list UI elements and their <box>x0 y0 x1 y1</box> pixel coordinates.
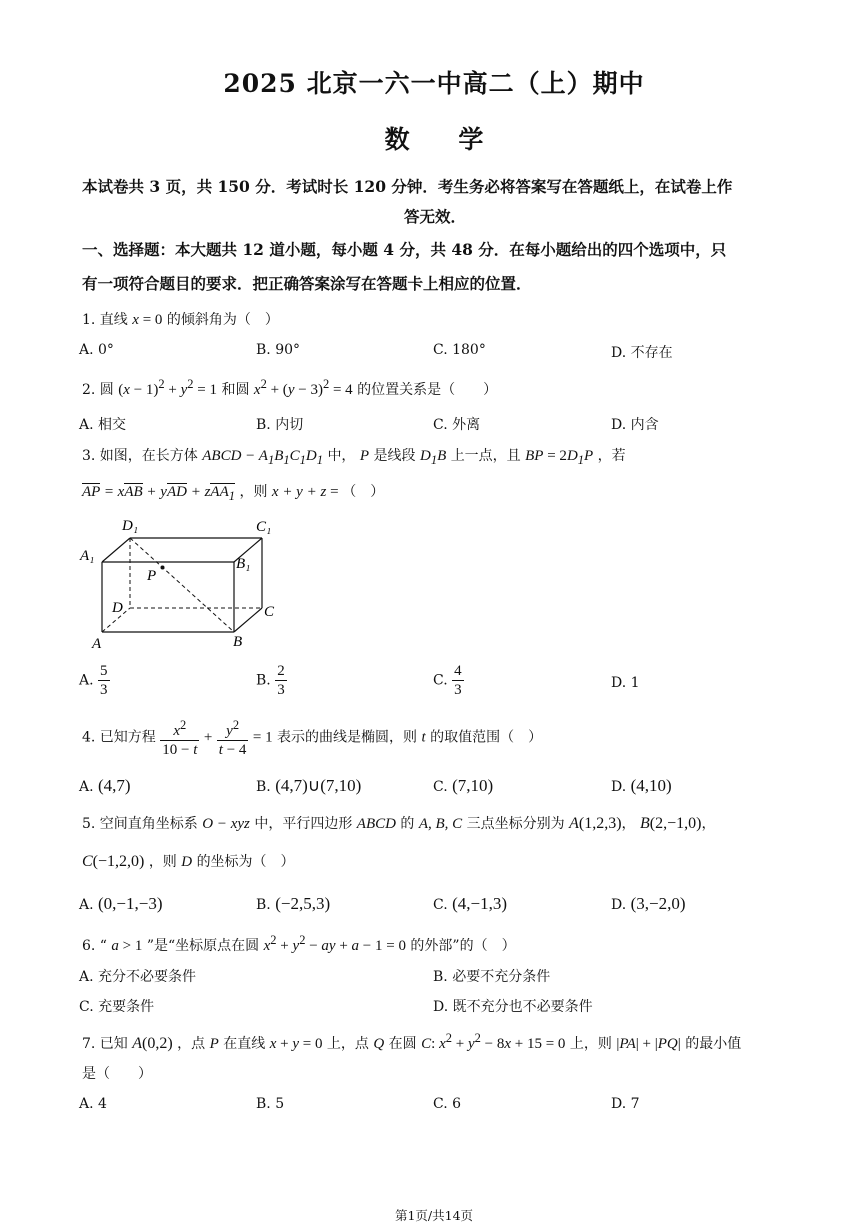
q3-a-frac: $\frac{5}{3}$ <box>100 663 108 698</box>
q2-option-a[interactable]: A. 相交 <box>79 417 127 433</box>
q4-frac2: $\frac{y^2}{t - 4}$ <box>218 718 247 758</box>
q1-option-c[interactable]: C. 180° <box>433 342 486 358</box>
edge-bc <box>234 608 262 632</box>
q2-circle1: $(x - 1)^2 + y^2 = 1$ <box>118 377 218 398</box>
section-heading-line2: 有一项符合题目的要求．把正确答案涂写在答题卡上相应的位置． <box>82 274 532 293</box>
q3-point-p: P <box>359 448 370 464</box>
q3-a-label: A. <box>79 672 94 689</box>
q1-expr: x <box>132 312 139 328</box>
q1-suffix: 的倾斜角为（ ） <box>166 312 279 328</box>
exam-notice-line1: 本试卷共 3 页，共 150 分．考试时长 120 分钟．考生务必将答案写在答题纸上，在试卷上作 <box>82 177 733 196</box>
q5-mid1: 中，平行四边形 <box>254 816 353 832</box>
question-3-line1: 3. 如图，在长方体 ABCD − $A_1B_1C_1D_1$ 中， P 是线段 $D_1B$ 上一点，且 BP = $2D_1P$ ，若 <box>82 448 626 467</box>
q7-var-q: Q <box>373 1036 385 1052</box>
q4-b-label: B. <box>256 779 271 795</box>
q5-option-a[interactable]: A. (0,−1,−3) <box>79 894 163 913</box>
question-7-line1 <box>82 1028 741 1054</box>
q6-suffix: 的外部”的（ ） <box>410 938 516 954</box>
q7-mid2: 在直线 <box>223 1036 266 1052</box>
q7-line: x + y = 0 <box>269 1036 323 1052</box>
q5-d-label: D. <box>611 897 627 913</box>
q5-option-b[interactable]: B. (−2,5,3) <box>256 894 331 913</box>
q3-option-c[interactable] <box>433 662 464 699</box>
q4-c-label: C. <box>433 779 448 795</box>
q5-end: 的坐标为（ ） <box>196 854 295 870</box>
exam-notice-line2: 答无效． <box>403 207 466 226</box>
q5-mid3: 三点坐标分别为 <box>466 816 565 832</box>
q1-option-b[interactable]: B. 90° <box>256 342 301 358</box>
label-p: P <box>147 568 157 584</box>
q5-point-c: C(−1,2,0) <box>82 853 145 870</box>
label-d1: D₁ <box>122 518 139 534</box>
q3-suffix: ，则 <box>239 484 268 500</box>
q5-c-label: C. <box>433 897 448 913</box>
q6-option-b[interactable]: B. 必要不充分条件 <box>433 969 551 985</box>
q4-option-d[interactable]: D. (4,10) <box>611 776 672 795</box>
question-5-line2 <box>82 852 295 872</box>
q4-option-c[interactable]: C. (7,10) <box>433 776 494 795</box>
q3-option-a[interactable] <box>79 662 110 699</box>
q5-points: A, B, C <box>418 816 463 832</box>
q2-suffix: 的位置关系是（ ） <box>357 382 498 398</box>
q5-b-label: B. <box>256 897 271 913</box>
q5-option-c[interactable]: C. (4,−1,3) <box>433 894 508 913</box>
label-a1: A₁ <box>80 548 95 564</box>
q2-option-d[interactable]: D. 内含 <box>611 417 659 433</box>
q2-option-b[interactable]: B. 内切 <box>256 417 304 433</box>
question-2 <box>82 374 497 400</box>
q7-mid4: 在圆 <box>388 1036 417 1052</box>
q7-suffix: 的最小值 <box>685 1036 742 1052</box>
q7-circle: C: $x^2 + y^2 - 8x + 15 = 0$ <box>421 1031 566 1052</box>
page-title: 2025 北京一六一中高二（上）期中 <box>223 69 645 98</box>
q3-c-label: C. <box>433 672 448 689</box>
edge-a1d1 <box>102 538 130 562</box>
question-5-line1: 5. 空间直角坐标系 O − xyz 中，平行四边形 ABCD 的 A, B, C 三点坐标分别为 A(1,2,3)， B(2,−1,0)， <box>82 815 716 832</box>
q5-mid2: 的 <box>400 816 415 832</box>
q6-option-d[interactable]: D. 既不充分也不必要条件 <box>433 999 593 1015</box>
q3-option-d[interactable]: D. 1 <box>611 675 640 691</box>
q5-line2-suffix: ，则 <box>148 854 177 870</box>
q7-prefix: 7. 已知 <box>82 1036 128 1052</box>
q6-condition: a <box>111 938 119 954</box>
q6-option-a[interactable]: A. 充分不必要条件 <box>79 969 197 985</box>
q4-prefix: 4. 已知方程 <box>82 729 156 746</box>
q3-c-frac: $\frac{4}{3}$ <box>454 663 462 698</box>
q3-box: ABCD − $A_1B_1C_1D_1$ <box>202 448 323 467</box>
q5-parallelogram: ABCD <box>356 816 396 832</box>
q1-option-a[interactable]: A. 0° <box>79 342 114 358</box>
question-1: 1. 直线 x = 0 的倾斜角为（ ） <box>82 312 279 328</box>
q4-option-a[interactable]: A. (4,7) <box>79 776 131 795</box>
q3-b-frac: $\frac{2}{3}$ <box>277 663 285 698</box>
q5-point-a: A(1,2,3) <box>569 815 622 832</box>
q4-d-label: D. <box>611 779 627 795</box>
q2-prefix: 2. 圆 <box>82 382 114 398</box>
q4-frac1: $\frac{x^2}{10 - t}$ <box>162 718 198 758</box>
subject-title: 数 学 <box>384 125 484 154</box>
point-p <box>161 566 165 570</box>
q3-end: （ ） <box>342 484 385 500</box>
q3-prefix: 3. 如图，在长方体 <box>82 448 198 464</box>
q6-option-c[interactable]: C. 充要条件 <box>79 999 155 1015</box>
q4-a-label: A. <box>79 779 94 795</box>
q4-suffix: 的取值范围（ ） <box>430 729 543 746</box>
q1-prefix: 1. 直线 <box>82 312 128 328</box>
q2-circle2: $x^2 + (y - 3)^2 = 4$ <box>253 377 353 398</box>
q3-mid4: ，若 <box>597 448 626 464</box>
q3-ratio: BP <box>525 448 544 464</box>
q7-mid3: 上，点 <box>326 1036 369 1052</box>
q4-mid: 表示的曲线是椭圆，则 <box>277 729 418 746</box>
q7-option-b[interactable]: B. 5 <box>256 1096 285 1112</box>
q6-prefix: 6. “ <box>82 938 107 954</box>
q3-vector-eq: AP = xAB + yAD + zAA$_1$ <box>82 484 235 503</box>
q7-mid1: ，点 <box>177 1036 206 1052</box>
q5-prefix: 5. 空间直角坐标系 <box>82 816 198 832</box>
label-b: B <box>233 634 243 650</box>
label-c: C <box>264 604 275 620</box>
q2-option-c[interactable]: C. 外离 <box>433 417 481 433</box>
q7-option-a[interactable]: A. 4 <box>79 1096 107 1112</box>
q3-mid2: 是线段 <box>373 448 416 464</box>
q1-option-d[interactable]: D. 不存在 <box>611 345 673 361</box>
q7-var-p: P <box>209 1036 219 1052</box>
cuboid-figure <box>78 512 288 652</box>
q4-option-b[interactable]: B. (4,7)∪(7,10) <box>256 776 362 795</box>
page-number: 第1页/共14页 <box>394 1208 474 1223</box>
q4-var-t: t <box>421 729 426 746</box>
q7-expr: |PA| + |PQ| <box>616 1036 681 1052</box>
label-c1: C₁ <box>256 519 272 535</box>
section-heading-line1: 一、选择题：本大题共 12 道小题，每小题 4 分，共 48 分．在每小题给出的四个选项中，只 <box>82 240 727 259</box>
q5-point-b: B(2,−1,0) <box>640 815 702 832</box>
q3-mid3: 上一点，且 <box>450 448 521 464</box>
label-b1: B₁ <box>236 556 251 572</box>
q3-option-b[interactable] <box>256 662 287 699</box>
q3-sum: x + y + z <box>271 484 327 500</box>
q7-mid5: 上，则 <box>569 1036 612 1052</box>
q5-a-label: A. <box>79 897 94 913</box>
q3-b-label: B. <box>256 672 271 689</box>
q7-option-d[interactable]: D. 7 <box>611 1096 640 1112</box>
q6-mid: ”是“坐标原点在圆 <box>146 938 260 954</box>
q7-option-c[interactable]: C. 6 <box>433 1096 462 1112</box>
q2-mid: 和圆 <box>221 382 250 398</box>
q5-option-d[interactable]: D. (3,−2,0) <box>611 894 686 913</box>
label-d: D <box>112 600 123 616</box>
question-3-line2: AP = xAB + yAD + zAA$_1$ ，则 x + y + z = （ ） <box>82 484 385 503</box>
q3-mid1: 中， <box>327 448 356 464</box>
q3-segment: $D_1B$ <box>419 448 447 467</box>
question-6: 6. “ a > 1 ”是“坐标原点在圆 $x^2 + y^2$ − ay + a − 1 = 0 的外部”的（ ） <box>82 933 516 954</box>
segment-d1b <box>130 538 234 632</box>
q7-point-a: A(0,2) <box>132 1035 173 1052</box>
q5-system: O − xyz <box>202 816 250 832</box>
label-a: A <box>92 636 102 652</box>
question-4: 4. 已知方程 $\frac{x^2}{10 - t}$ + $\frac{y^2}{t - 4}$ = 1 表示的曲线是椭圆，则 t 的取值范围（ ） <box>82 718 543 758</box>
q5-var-d: D <box>181 854 193 870</box>
q6-circle: $x^2 + y^2$ − ay + a − 1 = 0 <box>263 933 406 954</box>
question-7-line2: 是（ ） <box>82 1066 152 1082</box>
